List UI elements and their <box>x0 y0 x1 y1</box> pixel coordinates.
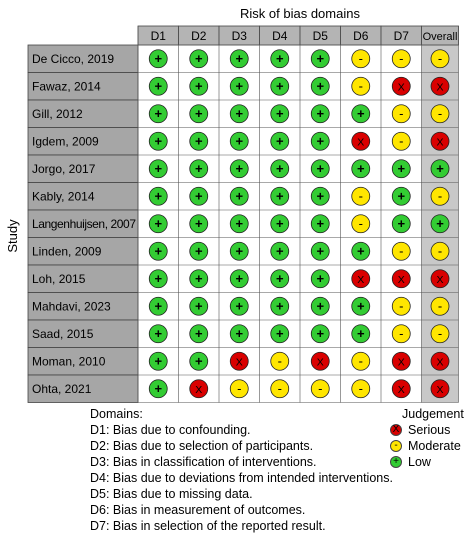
study-label: Ohta, 2021 <box>32 381 92 396</box>
judgement-low-symbol: + <box>154 270 163 286</box>
judgement-moderate-symbol: - <box>399 298 404 314</box>
judgement-low-symbol: + <box>154 133 163 149</box>
study-label: Kably, 2014 <box>32 189 95 204</box>
judgement-low-symbol: + <box>154 298 163 314</box>
domain-header-label: D7 <box>393 29 409 43</box>
judgement-low-symbol: + <box>316 215 325 231</box>
judgement-low-symbol: + <box>397 215 406 231</box>
judgement-low-symbol: + <box>194 50 203 66</box>
judgement-low-symbol: + <box>397 160 406 176</box>
judgement-moderate-symbol: - <box>358 188 363 204</box>
judgement-low-symbol: + <box>316 105 325 121</box>
judgement-low-symbol: + <box>235 50 244 66</box>
judgement-moderate-symbol: - <box>358 353 363 369</box>
overall-judgement-moderate-symbol: - <box>437 298 443 314</box>
domain-definition: D6: Bias in measurement of outcomes. <box>90 503 306 517</box>
judgement-legend-item <box>390 422 474 438</box>
study-label: De Cicco, 2019 <box>32 51 115 66</box>
judgement-low-symbol: + <box>275 215 284 231</box>
judgement-low-symbol: + <box>194 270 203 286</box>
judgement-serious-symbol: X <box>357 136 365 149</box>
judgement-low-symbol: + <box>154 215 163 231</box>
judgement-low-symbol: + <box>154 188 163 204</box>
judgement-low-symbol: + <box>194 243 203 259</box>
judgement-low-symbol: + <box>316 160 325 176</box>
judgement-low-symbol: + <box>275 325 284 341</box>
judgement-moderate-symbol: - <box>399 133 404 149</box>
domain-header-label: D5 <box>312 29 328 43</box>
judgement-moderate-symbol: - <box>277 353 282 369</box>
overall-judgement-low-symbol: + <box>436 215 444 231</box>
judgement-low-symbol: + <box>316 78 325 94</box>
judgement-serious-symbol: X <box>357 273 365 286</box>
judgement-low-symbol: + <box>194 325 203 341</box>
judgement-low-symbol: + <box>194 133 203 149</box>
domain-header-label: D2 <box>191 29 207 43</box>
judgement-low-symbol: + <box>194 298 203 314</box>
judgement-low-symbol: + <box>154 353 163 369</box>
study-label: Linden, 2009 <box>32 244 102 259</box>
domain-header-label: D1 <box>150 29 166 43</box>
judgement-low-symbol: + <box>235 243 244 259</box>
domain-header-label: D3 <box>231 29 247 43</box>
judgement-legend-heading: Judgement <box>402 407 464 421</box>
judgement-moderate-symbol: - <box>358 78 363 94</box>
judgement-serious-symbol: X <box>397 273 405 286</box>
serious-icon: X <box>390 424 402 436</box>
judgement-low-symbol: + <box>235 105 244 121</box>
judgement-low-symbol: + <box>275 298 284 314</box>
bias-grid <box>28 26 459 403</box>
overall-judgement-low-symbol: + <box>436 160 444 176</box>
overall-judgement-serious-symbol: X <box>436 383 444 396</box>
judgement-moderate-symbol: - <box>358 50 363 66</box>
judgement-low-symbol: + <box>356 160 365 176</box>
judgement-moderate-symbol: - <box>399 105 404 121</box>
judgement-low-symbol: + <box>194 160 203 176</box>
overall-judgement-moderate-symbol: - <box>437 50 443 66</box>
overall-judgement-serious-symbol: X <box>436 81 444 94</box>
judgement-low-symbol: + <box>316 325 325 341</box>
overall-judgement-moderate-symbol: - <box>437 243 443 259</box>
judgement-low-symbol: + <box>194 215 203 231</box>
judgement-low-symbol: + <box>235 325 244 341</box>
judgement-low-symbol: + <box>275 243 284 259</box>
y-axis-label: Study <box>5 219 20 253</box>
study-label: Mahdavi, 2023 <box>32 299 111 314</box>
judgement-low-symbol: + <box>397 188 406 204</box>
judgement-serious-symbol: X <box>235 356 243 369</box>
domain-definition: D1: Bias due to confounding. <box>90 423 251 437</box>
domains-legend <box>90 406 393 534</box>
judgement-low-symbol: + <box>316 270 325 286</box>
judgement-low-symbol: + <box>235 133 244 149</box>
judgement-low-symbol: + <box>154 105 163 121</box>
judgement-moderate-symbol: - <box>318 380 323 396</box>
judgement-serious-symbol: X <box>316 356 324 369</box>
domain-definition: D2: Bias due to selection of participants. <box>90 439 314 453</box>
judgement-low-symbol: + <box>235 160 244 176</box>
judgement-moderate-symbol: - <box>358 215 363 231</box>
judgement-low-symbol: + <box>235 78 244 94</box>
judgement-low-symbol: + <box>194 78 203 94</box>
judgement-legend-item <box>390 454 474 470</box>
overall-judgement-moderate-symbol: - <box>437 325 443 341</box>
judgement-low-symbol: + <box>275 78 284 94</box>
moderate-icon: - <box>390 440 402 452</box>
study-label: Saad, 2015 <box>32 326 94 341</box>
judgement-low-symbol: + <box>356 298 365 314</box>
judgement-serious-symbol: X <box>195 383 203 396</box>
overall-header-label: Overall <box>422 31 458 43</box>
judgement-low-symbol: + <box>316 298 325 314</box>
overall-judgement-serious-symbol: X <box>436 356 444 369</box>
judgement-moderate-symbol: - <box>237 380 242 396</box>
judgement-low-symbol: + <box>356 325 365 341</box>
judgement-low-symbol: + <box>154 325 163 341</box>
judgement-low-symbol: + <box>235 188 244 204</box>
judgement-serious-symbol: X <box>397 383 405 396</box>
judgement-moderate-symbol: - <box>399 50 404 66</box>
judgement-low-symbol: + <box>275 160 284 176</box>
judgement-legend-label: Moderate <box>408 439 461 453</box>
study-label: Jorgo, 2017 <box>32 161 96 176</box>
judgement-moderate-symbol: - <box>358 380 363 396</box>
study-label: Gill, 2012 <box>32 106 83 121</box>
judgement-low-symbol: + <box>316 133 325 149</box>
study-label: Loh, 2015 <box>32 271 86 286</box>
judgement-low-symbol: + <box>154 50 163 66</box>
judgement-low-symbol: + <box>235 215 244 231</box>
judgement-low-symbol: + <box>194 105 203 121</box>
judgement-legend <box>390 406 474 470</box>
judgement-low-symbol: + <box>316 50 325 66</box>
judgement-moderate-symbol: - <box>277 380 282 396</box>
judgement-low-symbol: + <box>275 133 284 149</box>
domain-definition: D3: Bias in classification of interventions. <box>90 455 317 469</box>
domain-definition: D5: Bias due to missing data. <box>90 487 253 501</box>
judgement-serious-symbol: X <box>397 81 405 94</box>
judgement-low-symbol: + <box>194 188 203 204</box>
judgement-low-symbol: + <box>316 188 325 204</box>
overall-judgement-serious-symbol: X <box>436 136 444 149</box>
judgement-legend-label: Low <box>408 455 431 469</box>
judgement-low-symbol: + <box>154 160 163 176</box>
judgement-serious-symbol: X <box>397 356 405 369</box>
judgement-moderate-symbol: - <box>399 243 404 259</box>
judgement-low-symbol: + <box>275 50 284 66</box>
judgement-low-symbol: + <box>275 188 284 204</box>
judgement-low-symbol: + <box>356 243 365 259</box>
judgement-moderate-symbol: - <box>399 325 404 341</box>
judgement-legend-item <box>390 438 474 454</box>
judgement-low-symbol: + <box>194 353 203 369</box>
overall-judgement-moderate-symbol: - <box>437 188 443 204</box>
overall-judgement-serious-symbol: X <box>436 273 444 286</box>
judgement-low-symbol: + <box>154 380 163 396</box>
study-label: Langenhuijsen, 2007 <box>32 216 136 231</box>
judgement-low-symbol: + <box>235 270 244 286</box>
study-label: Igdem, 2009 <box>32 134 99 149</box>
judgement-legend-label: Serious <box>408 423 451 437</box>
domain-header-label: D4 <box>272 29 288 43</box>
domain-header-label: D6 <box>353 29 369 43</box>
judgement-low-symbol: + <box>275 105 284 121</box>
judgement-low-symbol: + <box>235 298 244 314</box>
judgement-low-symbol: + <box>154 243 163 259</box>
judgement-low-symbol: + <box>356 105 365 121</box>
study-label: Fawaz, 2014 <box>32 79 101 94</box>
overall-judgement-moderate-symbol: - <box>437 105 443 121</box>
study-label: Moman, 2010 <box>32 354 106 369</box>
judgement-low-symbol: + <box>316 243 325 259</box>
judgement-low-symbol: + <box>275 270 284 286</box>
domain-definition: D4: Bias due to deviations from intended interventions. <box>90 471 393 485</box>
chart-title: Risk of bias domains <box>240 6 360 21</box>
domains-legend-heading: Domains: <box>90 407 143 421</box>
judgement-low-symbol: + <box>154 78 163 94</box>
domain-definition: D7: Bias in selection of the reported result. <box>90 519 326 533</box>
low-icon: + <box>390 456 402 468</box>
